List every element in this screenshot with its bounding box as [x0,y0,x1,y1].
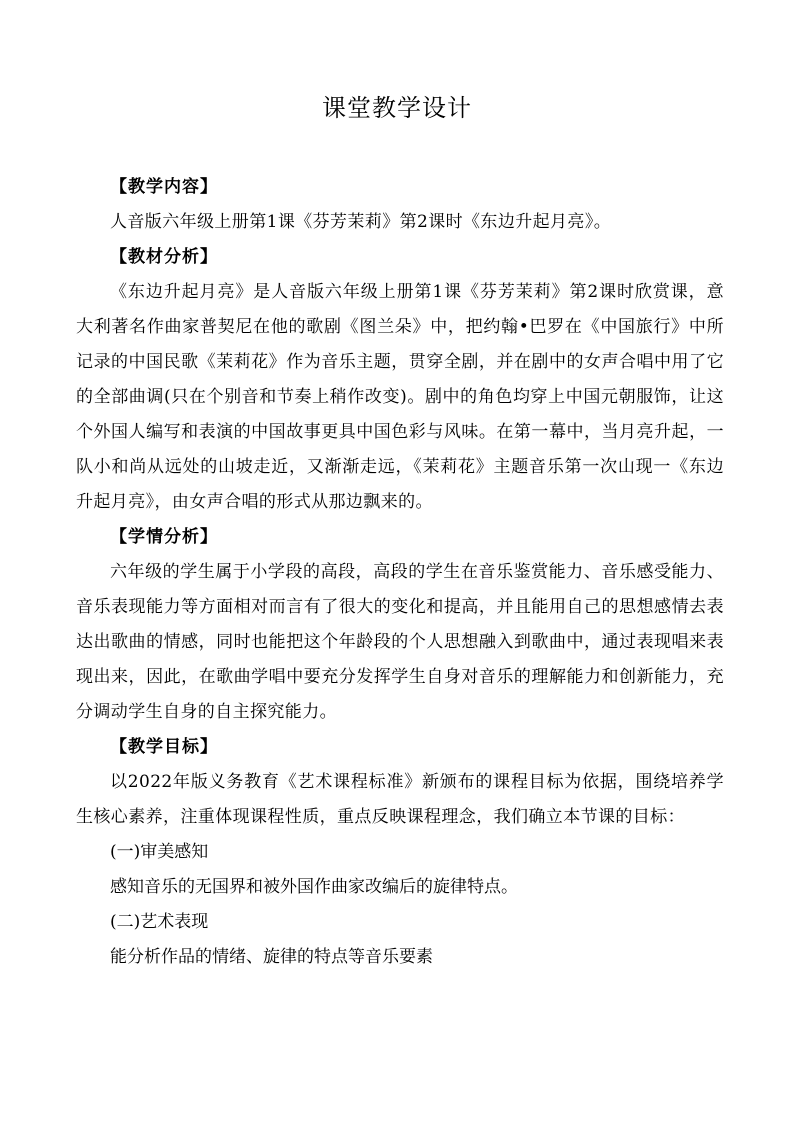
goals-paragraph: 以2022年版义务教育《艺术课程标准》新颁布的课程目标为依据，围绕培养学生核心素养，注重体现课程性质，重点反映课程理念，我们确立本节课的目标： [76,772,724,827]
goal-1-text: 感知音乐的无国界和被外国作曲家改编后的旋律特点。 [110,877,518,897]
content-paragraph: 人音版六年级上册第1课《芬芳茉莉》第2课时《东边升起月亮》。 [110,212,612,232]
page-title: 课堂教学设计 [322,94,472,122]
section-heading-goals: 【教学目标】 [110,737,218,757]
goal-1-heading: (一)审美感知 [110,842,209,862]
analysis-paragraph: 《东边升起月亮》是人音版六年级上册第1课《芬芳茉莉》第2课时欣赏课，意大利著名作曲家普契尼在他的歌剧《图兰朵》中，把约翰•巴罗在《中国旅行》中所记录的中国民歌《茉莉花》作为音乐主题，贯穿全剧，并在剧中的女声合唱中用了它的全部曲调(只在个别音和节奏上稍作改变)。剧中的角色均穿上中国元朝服饰，让这个外国人编写和表演的中国故事更具中国色彩与风味。在第一幕中，当月亮升起，一队小和尚从远处的山坡走近，又渐渐走远，《茉莉花》主题音乐第一次山现一《东边升起月亮》，由女声合唱的形式从那边飘来的。 [76,282,724,512]
goal-2-text: 能分析作品的情绪、旋律的特点等音乐要素 [110,947,433,967]
students-paragraph: 六年级的学生属于小学段的高段，高段的学生在音乐鉴赏能力、音乐感受能力、音乐表现能力等方面相对而言有了很大的变化和提高，并且能用自己的思想感情去表达出歌曲的情感，同时也能把这个年龄段的个人思想融入到歌曲中，通过表现唱来表现出来，因此，在歌曲学唱中要充分发挥学生自身对音乐的理解能力和创新能力，充分调动学生自身的自主探究能力。 [76,562,724,722]
section-heading-analysis: 【教材分析】 [110,247,218,267]
section-heading-students: 【学情分析】 [110,527,218,547]
document-body [76,170,724,975]
section-heading-content: 【教学内容】 [110,177,218,197]
goal-2-heading: (二)艺术表现 [110,912,209,932]
